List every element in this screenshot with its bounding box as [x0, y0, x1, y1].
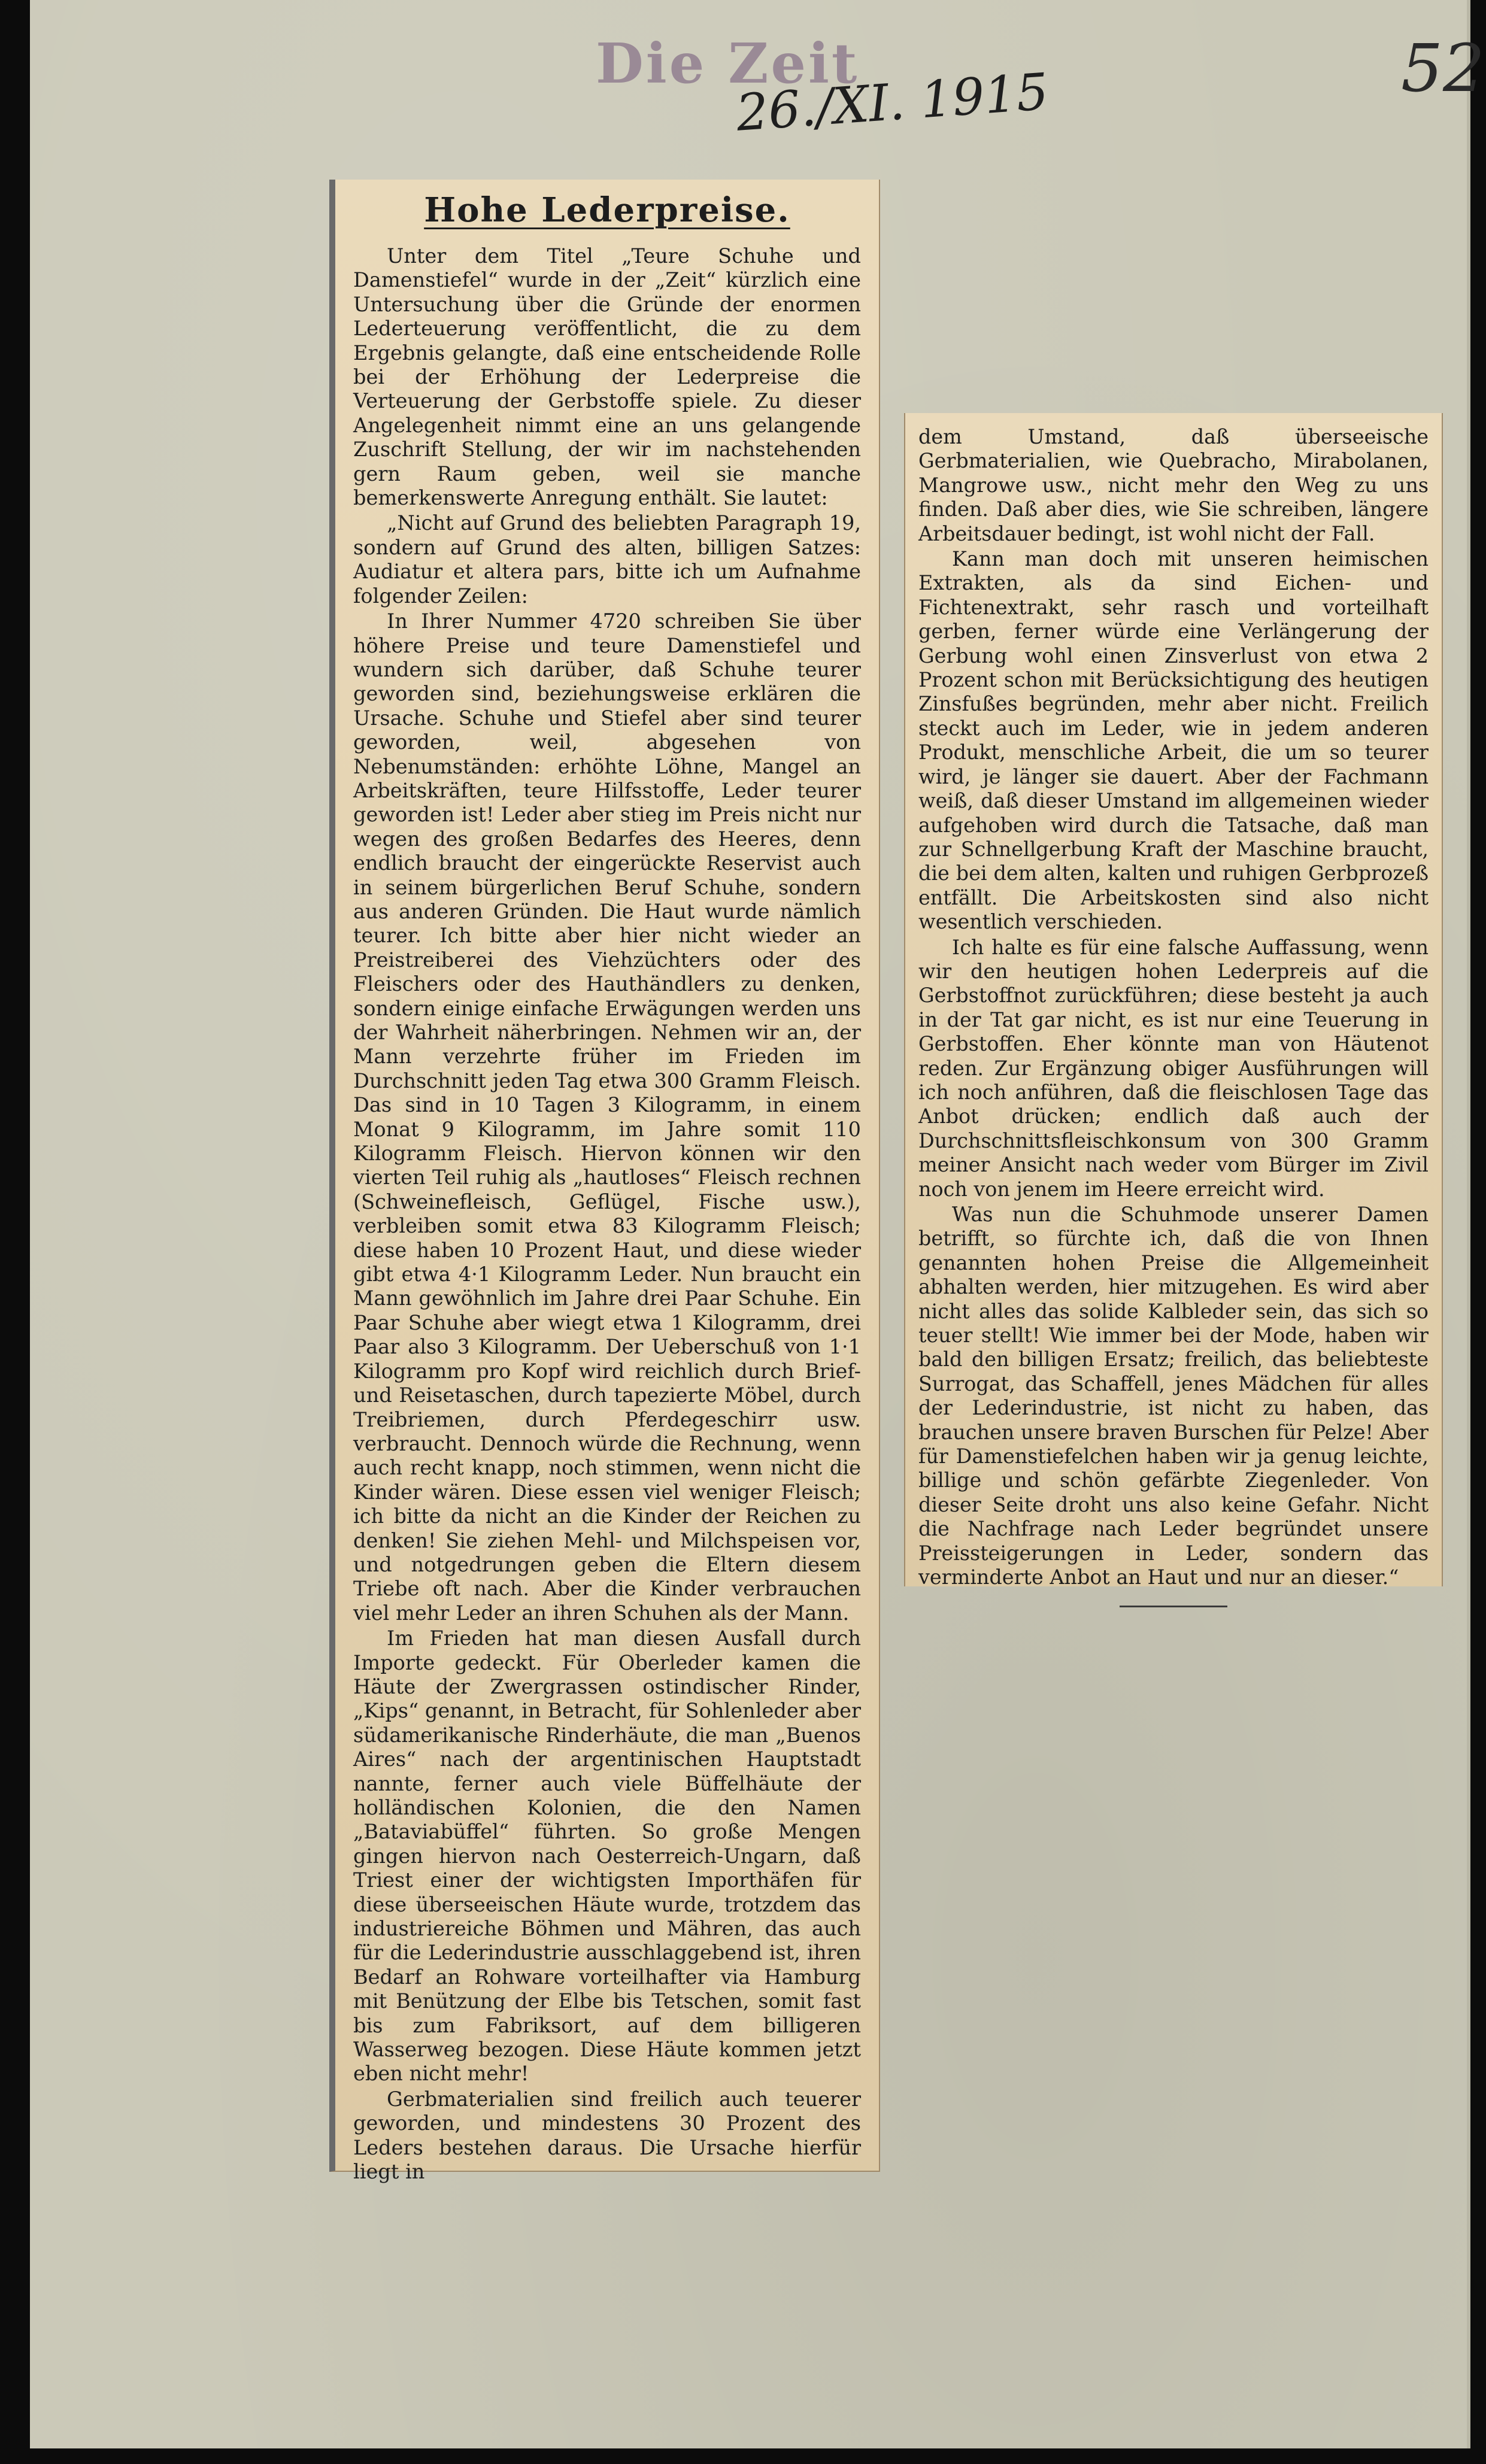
clipping-column-right — [904, 413, 1443, 1589]
newspaper-masthead-stamp: Die Zeit — [596, 31, 860, 96]
article-paragraph: Im Frieden hat man diesen Ausfall durch Importe gedeckt. Für Oberleder kamen die Häute der Zwergrassen ostindischer Rinder, „Kips“ genannt, in Betracht, für Sohlenleder aber südamerikanische Rinderhäute, die man „Buenos Aires“ nach der argentinischen Hauptstadt nannte, ferner auch viele Büffelhäute der holländischen Kolonien, die den Namen „Bataviabüffel“ führten. So große Mengen gingen hiervon nach Oesterreich-Ungarn, daß Triest einer der wichtigsten Importhäfen für diese überseeischen Häute wurde, trotzdem das industriereiche Böhmen und Mähren, das auch für die Lederindustrie ausschlaggebend ist, ihren Bedarf an Rohware vorteilhafter via Hamburg mit Benützung der Elbe bis Tetschen, somit fast bis zum Fabriksort, auf dem billigeren Wasserweg bezogen. Diese Häute kommen jetzt eben nicht mehr! — [353, 1627, 861, 2086]
article-paragraph: dem Umstand, daß überseeische Gerbmaterialien, wie Quebracho, Mirabolanen, Mangrowe usw., nicht mehr den Weg zu uns finden. Daß aber dies, wie Sie schreiben, längere Arbeitsdauer bedingt, ist wohl nicht der Fall. — [918, 425, 1429, 545]
article-paragraph: In Ihrer Nummer 4720 schreiben Sie über höhere Preise und teure Damenstiefel und wundern sich darüber, daß Schuhe teurer geworden sind, beziehungsweise erklären die Ursache. Schuhe und Stiefel aber sind teurer geworden, weil, abgesehen von Nebenumständen: erhöhte Löhne, Mangel an Arbeitskräften, teure Hilfsstoffe, Leder teurer geworden ist! Leder aber stieg im Preis nicht nur wegen des großen Bedarfes des Heeres, denn endlich braucht der eingerückte Reservist auch in seinem bürgerlichen Beruf Schuhe, sondern aus anderen Gründen. Die Haut wurde nämlich teurer. Ich bitte aber hier nicht wieder an Preistreiberei des Viehzüchters oder des Fleischers oder des Hauthändlers zu denken, sondern einige einfache Erwägungen werden uns der Wahrheit näherbringen. Nehmen wir an, der Mann verzehrte früher im Frieden im Durchschnitt jeden Tag etwa 300 Gramm Fleisch. Das sind in 10 Tagen 3 Kilogramm, in einem Monat 9 Kilogramm, im Jahre somit 110 Kilogramm Fleisch. Hiervon können wir den vierten Teil ruhig als „hautloses“ Fleisch rechnen (Schweinefleisch, Geflügel, Fische usw.), verbleiben somit etwa 83 Kilogramm Fleisch; diese haben 10 Prozent Haut, und diese wieder gibt etwa 4·1 Kilogramm Leder. Nun braucht ein Mann gewöhnlich im Jahre drei Paar Schuhe. Ein Paar Schuhe aber wiegt etwa 1 Kilogramm, drei Paar also 3 Kilogramm. Der Ueberschuß von 1·1 Kilogramm pro Kopf wird reichlich durch Brief- und Reisetaschen, durch tapezierte Möbel, durch Treibriemen, durch Pferdegeschirr usw. verbraucht. Dennoch würde die Rechnung, wenn auch recht knapp, noch stimmen, wenn nicht die Kinder wären. Diese essen viel weniger Fleisch; ich bitte da nicht an die Kinder der Reichen zu denken! Sie ziehen Mehl- und Milchspeisen vor, und notgedrungen geben die Eltern diesem Triebe oft nach. Aber die Kinder verbrauchen viel mehr Leder an ihren Schuhen als der Mann. — [353, 609, 861, 1625]
article-title: Hohe Lederpreise. — [424, 190, 790, 230]
article-paragraph: Was nun die Schuhmode unserer Damen betrifft, so fürchte ich, daß die von Ihnen genannten hohen Preise die Allgemeinheit abhalten werden, hier mitzugehen. Es wird aber nicht alles das solide Kalbleder sein, das sich so teuer stellt! Wie immer bei der Mode, haben wir bald den billigen Ersatz; freilich, das beliebteste Surrogat, das Schaffell, jenes Mädchen für alles der Lederindustrie, ist nicht zu haben, das brauchen unsere braven Burschen für Pelze! Aber für Damenstiefelchen haben wir ja genug leichte, billige und schön gefärbte Ziegenleder. Von dieser Seite droht uns also keine Gefahr. Nicht die Nachfrage nach Leder begründet unsere Preissteigerungen in Leder, sondern das verminderte Anbot an Haut und nur an dieser.“ — [918, 1203, 1429, 1589]
handwritten-date: 26./XI. 1915 — [734, 62, 1051, 142]
clipping-column-left — [329, 180, 880, 2184]
article-paragraph: Ich halte es für eine falsche Auffassung, wenn wir den heutigen hohen Lederpreis auf die Gerbstoffnot zurückführen; diese besteht ja auch in der Tat gar nicht, es ist nur eine Teuerung in Gerbstoffen. Eher könnte man von Häutenot reden. Zur Ergänzung obiger Ausführungen will ich noch anführen, daß die fleischlosen Tage das Anbot drücken; endlich daß auch der Durchschnittsfleischkonsum von 300 Gramm meiner Ansicht nach weder vom Bürger im Zivil noch von jenem im Heere erreicht wird. — [918, 935, 1429, 1201]
article-end-rule — [1120, 1606, 1227, 1607]
article-paragraph: Unter dem Titel „Teure Schuhe und Damenstiefel“ wurde in der „Zeit“ kürzlich eine Untersuchung über die Gründe der enormen Lederteuerung veröffentlicht, die zu dem Ergebnis gelangte, daß eine entscheidende Rolle bei der Erhöhung der Lederpreise die Verteuerung der Gerbstoffe spiele. Zu dieser Angelegenheit nimmt eine an uns gelangende Zuschrift Stellung, der wir im nachstehenden gern Raum geben, weil sie manche bemerkenswerte Anregung enthält. Sie lautet: — [353, 244, 861, 510]
article-paragraph: Kann man doch mit unseren heimischen Extrakten, als da sind Eichen- und Fichtenextrakt, sehr rasch und vorteilhaft gerben, ferner würde eine Verlängerung der Gerbung wohl einen Zinsverlust von etwa 2 Prozent schon mit Berücksichtigung des heutigen Zinsfußes begründen, mehr aber nicht. Freilich steckt auch im Leder, wie in jedem anderen Produkt, menschliche Arbeit, die um so teurer wird, je länger sie dauert. Aber der Fachmann weiß, daß dieser Umstand im allgemeinen wieder aufgehoben wird durch die Tatsache, daß man zur Schnellgerbung Kraft der Maschine braucht, die bei dem alten, kalten und ruhigen Gerbprozeß entfällt. Die Arbeitskosten sind also nicht wesentlich verschieden. — [918, 547, 1429, 934]
handwritten-page-number: 52 — [1401, 30, 1485, 107]
article-paragraph: Gerbmaterialien sind freilich auch teuerer geworden, und mindestens 30 Prozent des Leders bestehen daraus. Die Ursache hierfür liegt in — [353, 2087, 861, 2184]
article-paragraph: „Nicht auf Grund des beliebten Paragraph 19, sondern auf Grund des alten, billigen Satzes: Audiatur et altera pars, bitte ich um Aufnahme folgender Zeilen: — [353, 511, 861, 608]
